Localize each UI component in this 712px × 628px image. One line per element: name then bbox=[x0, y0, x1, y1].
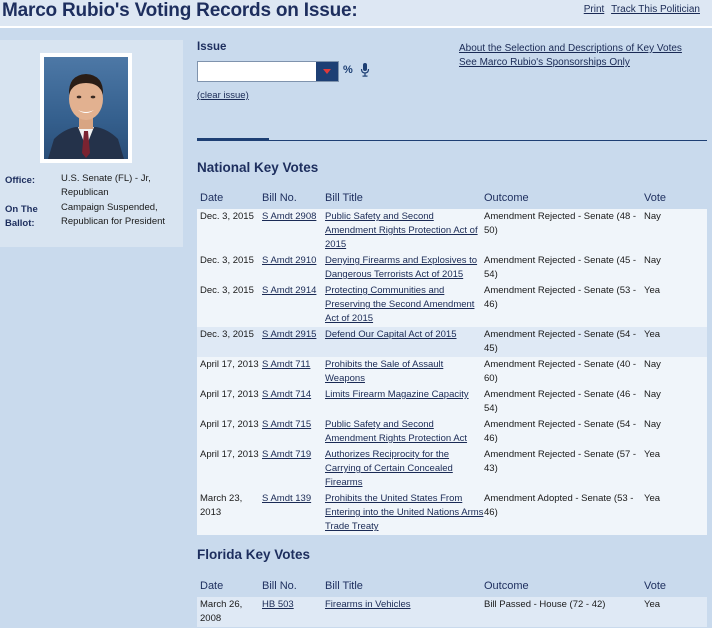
vote-date-cell bbox=[197, 358, 262, 372]
office-value: U.S. Senate (FL) - Jr, Republican bbox=[61, 173, 151, 198]
vote-date: April 17, 2013 bbox=[200, 389, 259, 400]
column-title: Bill Title bbox=[325, 192, 363, 204]
table-row bbox=[197, 327, 707, 357]
bill-title-link[interactable]: Firearms in Vehicles bbox=[325, 599, 411, 610]
bill-number-link[interactable]: S Amdt 2914 bbox=[262, 285, 317, 296]
table-row bbox=[197, 597, 707, 627]
column-date: Date bbox=[200, 580, 224, 592]
issue-select[interactable] bbox=[197, 61, 339, 82]
vote-value-cell bbox=[641, 492, 707, 506]
bill-title-link[interactable]: Defend Our Capital Act of 2015 bbox=[325, 329, 457, 340]
vote-value: Yea bbox=[644, 599, 661, 610]
vote-value-cell bbox=[641, 254, 707, 268]
vote-value-cell bbox=[641, 358, 707, 372]
vote-value: Yea bbox=[644, 285, 661, 296]
ballot-label: On The Ballot: bbox=[5, 204, 38, 229]
column-title: Bill Title bbox=[325, 580, 363, 592]
vote-outcome-cell bbox=[484, 210, 641, 238]
vote-outcome-cell bbox=[484, 358, 641, 386]
table-row bbox=[197, 209, 707, 253]
table-row bbox=[197, 387, 707, 417]
issue-label: Issue bbox=[197, 41, 227, 53]
vote-date: April 17, 2013 bbox=[200, 419, 259, 430]
column-outcome: Outcome bbox=[484, 192, 529, 204]
bill-number-link[interactable]: S Amdt 2908 bbox=[262, 211, 317, 222]
column-date: Date bbox=[200, 192, 224, 204]
bill-number-link[interactable]: HB 503 bbox=[262, 599, 294, 610]
vote-value: Yea bbox=[644, 329, 661, 340]
clear-issue-link[interactable]: (clear issue) bbox=[197, 90, 249, 101]
vote-value-cell bbox=[641, 448, 707, 462]
vote-outcome-cell bbox=[484, 418, 641, 446]
vote-outcome: Amendment Rejected - Senate (57 - 43) bbox=[484, 449, 637, 474]
chevron-down-icon[interactable] bbox=[316, 62, 338, 81]
bill-title-link-cell bbox=[325, 328, 484, 342]
column-bill: Bill No. bbox=[262, 580, 297, 592]
vote-outcome-cell bbox=[484, 598, 641, 612]
vote-date: Dec. 3, 2015 bbox=[200, 285, 254, 296]
bill-number-link-cell bbox=[262, 598, 325, 612]
vote-outcome-cell bbox=[484, 492, 641, 520]
ballot-value: Campaign Suspended, Republican for President bbox=[61, 202, 166, 227]
bill-number-link-cell bbox=[262, 328, 325, 342]
vote-outcome: Amendment Rejected - Senate (46 - 54) bbox=[484, 389, 637, 414]
table-row bbox=[197, 447, 707, 491]
track-politician-link[interactable]: Track This Politician bbox=[611, 4, 700, 15]
bill-title-link[interactable]: Authorizes Reciprocity for the Carrying of Certain Concealed Firearms bbox=[325, 449, 453, 488]
header-links bbox=[580, 4, 700, 15]
bill-title-link[interactable]: Prohibits the Sale of Assault Weapons bbox=[325, 359, 444, 384]
vote-value: Nay bbox=[644, 419, 661, 430]
bill-number-link[interactable]: S Amdt 715 bbox=[262, 419, 312, 430]
bill-title-link-cell bbox=[325, 210, 484, 252]
vote-outcome-cell bbox=[484, 448, 641, 476]
table-row bbox=[197, 491, 707, 535]
vote-value: Yea bbox=[644, 493, 661, 504]
bill-title-link-cell bbox=[325, 284, 484, 326]
bill-number-link[interactable]: S Amdt 711 bbox=[262, 359, 311, 370]
vote-outcome-cell bbox=[484, 284, 641, 312]
vote-date-cell bbox=[197, 492, 262, 520]
bill-number-link-cell bbox=[262, 388, 325, 402]
vote-value-cell bbox=[641, 418, 707, 432]
vote-value-cell bbox=[641, 284, 707, 298]
vote-outcome: Amendment Rejected - Senate (45 - 54) bbox=[484, 255, 637, 280]
vote-date-cell bbox=[197, 598, 262, 626]
bill-title-link-cell bbox=[325, 418, 484, 446]
vote-value: Nay bbox=[644, 211, 661, 222]
national-votes-table bbox=[197, 187, 707, 535]
bill-number-link-cell bbox=[262, 448, 325, 462]
bill-title-link-cell bbox=[325, 492, 484, 534]
table-header bbox=[197, 575, 707, 597]
bill-number-link[interactable]: S Amdt 714 bbox=[262, 389, 312, 400]
vote-date: April 17, 2013 bbox=[200, 359, 259, 370]
bill-title-link[interactable]: Public Safety and Second Amendment Rights Protection Act of 2015 bbox=[325, 211, 478, 250]
florida-key-votes-title: Florida Key Votes bbox=[197, 547, 311, 562]
vote-outcome: Bill Passed - House (72 - 42) bbox=[484, 599, 606, 610]
bill-title-link-cell bbox=[325, 358, 484, 386]
vote-value-cell bbox=[641, 598, 707, 612]
bill-number-link[interactable]: S Amdt 719 bbox=[262, 449, 312, 460]
vote-date-cell bbox=[197, 254, 262, 268]
column-outcome: Outcome bbox=[484, 580, 529, 592]
vote-date: April 17, 2013 bbox=[200, 449, 259, 460]
vote-outcome-cell bbox=[484, 328, 641, 356]
vote-outcome: Amendment Rejected - Senate (48 - 50) bbox=[484, 211, 637, 236]
percent-icon[interactable]: % bbox=[343, 64, 353, 76]
vote-date: March 23, 2013 bbox=[200, 493, 243, 518]
bill-title-link[interactable]: Denying Firearms and Explosives to Dangerous Terrorists Act of 2015 bbox=[325, 255, 478, 280]
politician-photo-frame bbox=[40, 53, 132, 163]
about-links bbox=[459, 42, 682, 70]
vote-value: Nay bbox=[644, 389, 661, 400]
table-row bbox=[197, 357, 707, 387]
bill-title-link[interactable]: Prohibits the United States From Entering into the United Nations Arms Trade Treaty bbox=[325, 493, 484, 532]
profile-sidebar bbox=[0, 40, 183, 247]
florida-votes-table bbox=[197, 575, 707, 627]
header-divider bbox=[0, 26, 712, 28]
table-row bbox=[197, 283, 707, 327]
bill-title-link[interactable]: Public Safety and Second Amendment Rights Protection Act bbox=[325, 419, 468, 444]
section-divider bbox=[197, 140, 707, 141]
office-label: Office: bbox=[5, 175, 36, 186]
bill-title-link-cell bbox=[325, 448, 484, 490]
vote-value-cell bbox=[641, 328, 707, 342]
table-row bbox=[197, 417, 707, 447]
column-vote: Vote bbox=[644, 192, 667, 204]
bill-title-link-cell bbox=[325, 598, 484, 612]
table-header bbox=[197, 187, 707, 209]
page-title: Marco Rubio's Voting Records on Issue: bbox=[2, 0, 358, 21]
page-header bbox=[0, 0, 712, 26]
national-key-votes-title: National Key Votes bbox=[197, 160, 319, 175]
vote-date-cell bbox=[197, 210, 262, 224]
bill-number-link-cell bbox=[262, 418, 325, 432]
print-link[interactable]: Print bbox=[583, 4, 605, 15]
vote-value: Yea bbox=[644, 449, 661, 460]
column-vote: Vote bbox=[644, 580, 667, 592]
bill-title-link[interactable]: Protecting Communities and Preserving the Second Amendment Act of 2015 bbox=[325, 285, 475, 324]
bill-number-link-cell bbox=[262, 358, 325, 372]
bill-title-link-cell bbox=[325, 388, 484, 402]
vote-date: Dec. 3, 2015 bbox=[200, 211, 254, 222]
microphone-icon[interactable] bbox=[360, 63, 370, 80]
bill-number-link-cell bbox=[262, 210, 325, 224]
bill-number-link-cell bbox=[262, 492, 325, 506]
vote-date: Dec. 3, 2015 bbox=[200, 329, 254, 340]
bill-title-link[interactable]: Limits Firearm Magazine Capacity bbox=[325, 389, 469, 400]
table-row bbox=[197, 253, 707, 283]
vote-outcome-cell bbox=[484, 388, 641, 416]
vote-date-cell bbox=[197, 388, 262, 402]
bill-number-link-cell bbox=[262, 284, 325, 298]
column-bill: Bill No. bbox=[262, 192, 297, 204]
vote-date-cell bbox=[197, 418, 262, 432]
bill-title-link-cell bbox=[325, 254, 484, 282]
vote-outcome: Amendment Rejected - Senate (54 - 46) bbox=[484, 419, 637, 444]
vote-value-cell bbox=[641, 210, 707, 224]
vote-outcome: Amendment Adopted - Senate (53 - 46) bbox=[484, 493, 634, 518]
bill-number-link[interactable]: S Amdt 2915 bbox=[262, 329, 317, 340]
vote-outcome: Amendment Rejected - Senate (53 - 46) bbox=[484, 285, 637, 310]
vote-date-cell bbox=[197, 328, 262, 342]
bill-number-link[interactable]: S Amdt 2910 bbox=[262, 255, 317, 266]
vote-value-cell bbox=[641, 388, 707, 402]
vote-date-cell bbox=[197, 284, 262, 298]
vote-outcome: Amendment Rejected - Senate (54 - 45) bbox=[484, 329, 637, 354]
politician-photo bbox=[44, 57, 128, 159]
bill-number-link[interactable]: S Amdt 139 bbox=[262, 493, 312, 504]
vote-date: Dec. 3, 2015 bbox=[200, 255, 254, 266]
vote-value: Nay bbox=[644, 359, 661, 370]
vote-outcome: Amendment Rejected - Senate (40 - 60) bbox=[484, 359, 637, 384]
about-key-votes-link[interactable]: About the Selection and Descriptions of Key Votes bbox=[459, 43, 682, 54]
bill-number-link-cell bbox=[262, 254, 325, 268]
vote-date: March 26, 2008 bbox=[200, 599, 243, 624]
sponsorships-link[interactable]: See Marco Rubio's Sponsorships Only bbox=[459, 57, 630, 68]
vote-value: Nay bbox=[644, 255, 661, 266]
vote-date-cell bbox=[197, 448, 262, 462]
vote-outcome-cell bbox=[484, 254, 641, 282]
